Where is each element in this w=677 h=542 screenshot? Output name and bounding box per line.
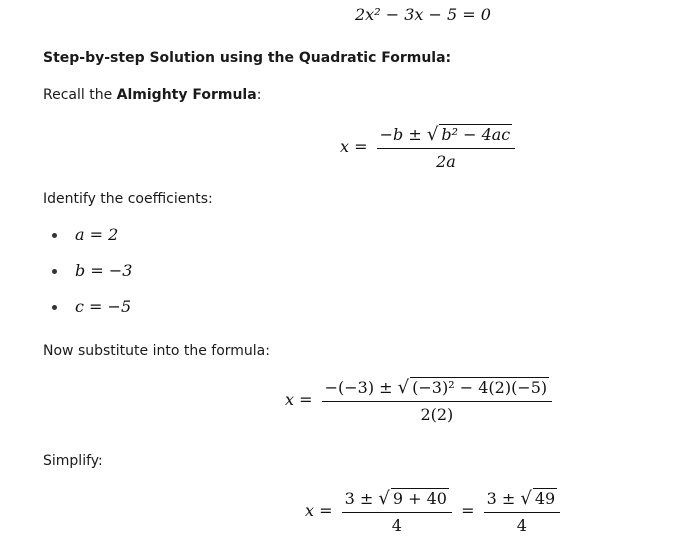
coefficient-c bbox=[75, 297, 131, 316]
simplified-equals: = bbox=[461, 501, 475, 520]
formula-numerator bbox=[377, 124, 516, 149]
simplified-num2-prefix: 3 ± bbox=[486, 489, 521, 508]
coefficient-a-text: a = 2 bbox=[75, 225, 119, 244]
substitute-line: Now substitute into the formula: bbox=[43, 343, 270, 359]
substituted-radicand bbox=[410, 377, 549, 397]
formula-denominator bbox=[436, 149, 456, 171]
coefficient-c-text: c = −5 bbox=[75, 297, 132, 316]
substituted-fraction bbox=[322, 377, 553, 424]
recall-prefix: Recall the bbox=[43, 87, 117, 103]
coefficient-a bbox=[75, 225, 118, 244]
simplified-num1-prefix: 3 ± bbox=[344, 489, 379, 508]
identify-line: Identify the coefficients: bbox=[43, 191, 213, 207]
simplified-radicand-2 bbox=[533, 488, 557, 508]
formula-lhs: x = bbox=[340, 137, 368, 156]
main-equation bbox=[355, 5, 491, 24]
simplified-radicand-1-text: 9 + 40 bbox=[392, 489, 447, 508]
simplified-fraction-2 bbox=[484, 488, 561, 535]
simplified-den2-text: 4 bbox=[516, 516, 527, 535]
simplified-fraction-1 bbox=[342, 488, 452, 535]
simplified-numerator-1 bbox=[342, 488, 452, 513]
substituted-radicand-text: (−3)² − 4(2)(−5) bbox=[412, 378, 548, 397]
simplified-radicand-1 bbox=[391, 488, 449, 508]
simplified-denominator-1 bbox=[392, 513, 402, 535]
formula-den-text: 2a bbox=[436, 152, 456, 171]
bullet-icon bbox=[52, 305, 57, 310]
recall-bold: Almighty Formula bbox=[116, 87, 257, 103]
sqrt-icon: √ bbox=[426, 124, 439, 145]
substituted-denominator bbox=[420, 402, 453, 424]
sqrt-icon: √ bbox=[378, 488, 390, 509]
simplified-denominator-2 bbox=[517, 513, 527, 535]
simplified-formula bbox=[305, 488, 564, 535]
substituted-lhs: x = bbox=[285, 390, 313, 409]
recall-suffix: : bbox=[256, 87, 262, 103]
formula-radicand bbox=[439, 124, 512, 144]
formula-fraction bbox=[377, 124, 516, 171]
sqrt-icon: √ bbox=[520, 488, 532, 509]
formula-num-prefix: −b ± bbox=[379, 125, 427, 144]
simplify-line: Simplify: bbox=[43, 453, 103, 469]
bullet-icon bbox=[52, 233, 57, 238]
substituted-num-prefix: −(−3) ± bbox=[324, 378, 398, 397]
quadratic-formula bbox=[340, 124, 519, 171]
simplified-numerator-2 bbox=[484, 488, 561, 513]
substituted-numerator bbox=[322, 377, 553, 402]
bullet-icon bbox=[52, 269, 57, 274]
coefficient-b-text: b = −3 bbox=[75, 261, 133, 280]
formula-radicand-text: b² − 4ac bbox=[441, 125, 511, 144]
recall-line bbox=[43, 86, 261, 104]
substituted-formula bbox=[285, 377, 556, 424]
sqrt-icon: √ bbox=[397, 377, 410, 398]
section-heading: Step-by-step Solution using the Quadratic Formula: bbox=[43, 50, 452, 66]
simplified-den1-text: 4 bbox=[391, 516, 402, 535]
main-equation-text: 2x² − 3x − 5 = 0 bbox=[355, 5, 491, 24]
coefficient-b bbox=[75, 261, 132, 280]
substituted-den-text: 2(2) bbox=[420, 405, 454, 424]
simplified-lhs: x = bbox=[305, 501, 333, 520]
simplified-radicand-2-text: 49 bbox=[534, 489, 556, 508]
